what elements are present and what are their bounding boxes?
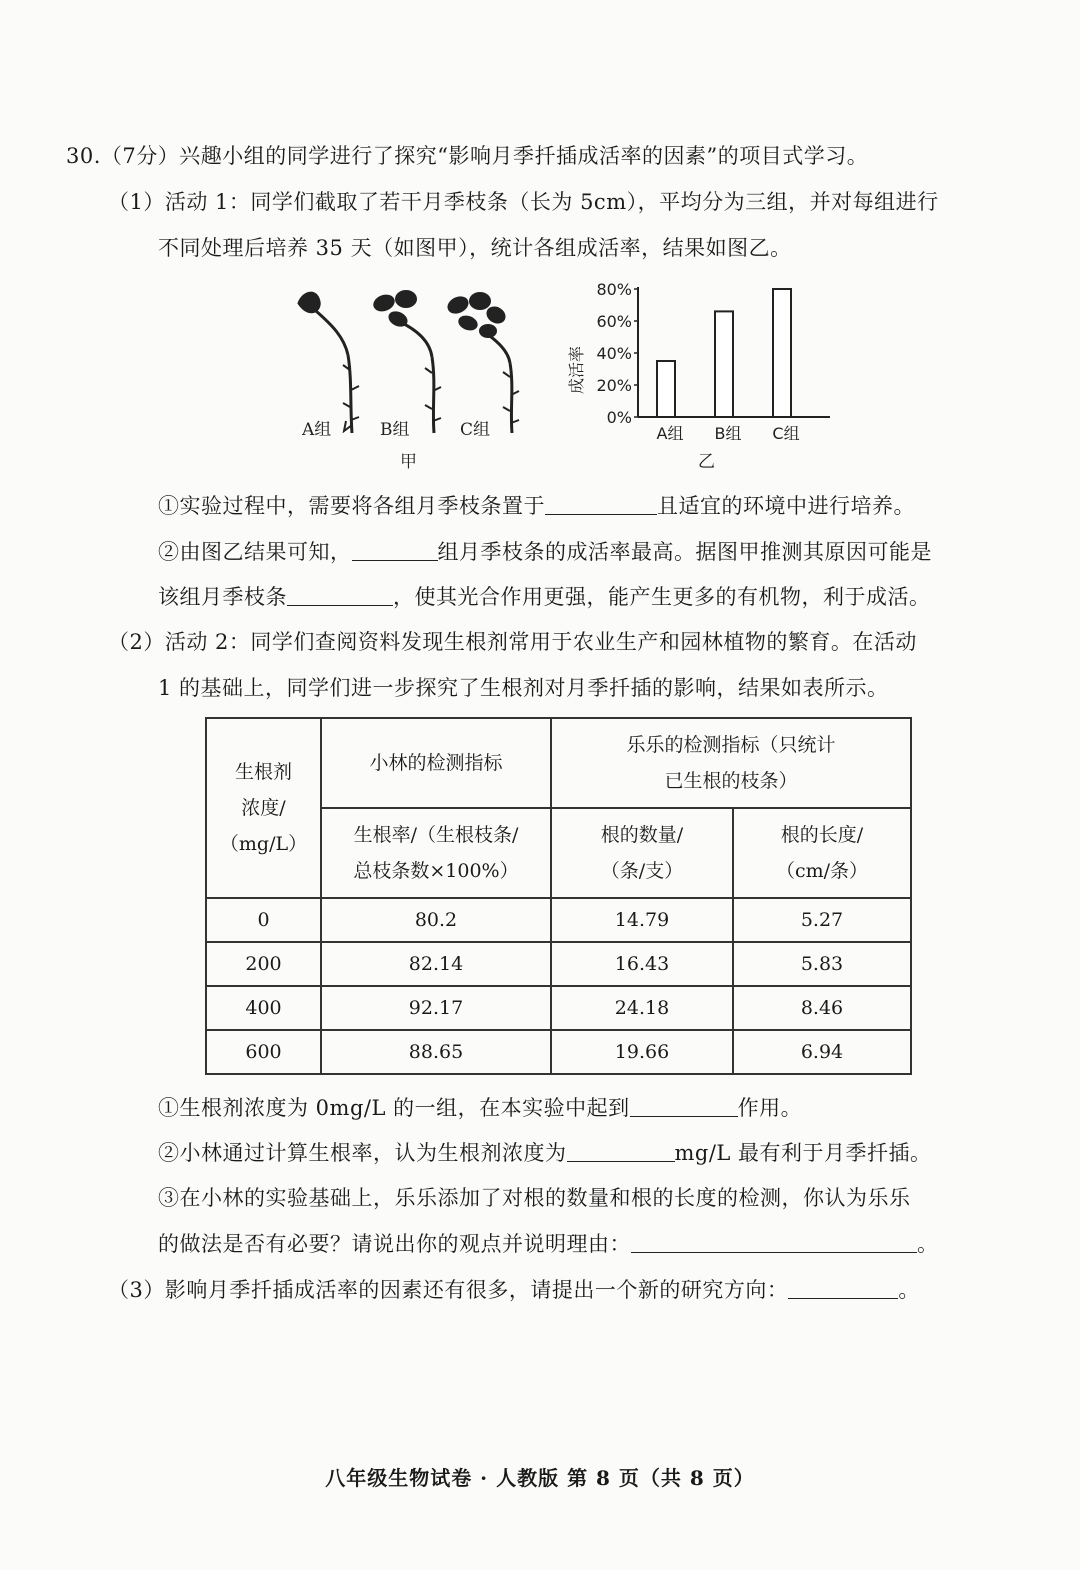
- header-lele: [551, 718, 911, 808]
- header-lele-l1: 乐乐的检测指标（只统计: [626, 733, 836, 756]
- group-label-a: A组: [302, 420, 332, 440]
- chart-xtick-label: C组: [772, 424, 800, 443]
- q1c-answer-blank[interactable]: [287, 585, 393, 606]
- subheader-length-l1: 根的长度/: [780, 823, 864, 846]
- q1c-post: ，使其光合作用更强，能产生更多的有机物，利于成活。: [393, 585, 931, 609]
- subheader-count-l2: （条/支）: [600, 860, 684, 882]
- q2a-pre: ①生根剂浓度为 0mg/L 的一组，在本实验中起到: [158, 1096, 630, 1120]
- q1b-post: 组月季枝条的成活率最高。据图甲推测其原因可能是: [437, 540, 932, 564]
- table-row: [206, 898, 911, 942]
- cutting-c-drawing: [445, 292, 519, 433]
- part3-answer-blank[interactable]: [788, 1278, 898, 1299]
- part2-line1: （2）活动 2：同学们查阅资料发现生根剂常用于农业生产和园林植物的繁育。在活动: [108, 630, 917, 654]
- cell-concentration: 200: [206, 942, 321, 986]
- results-table: [205, 717, 912, 1075]
- q2c-post: 。: [917, 1232, 939, 1256]
- table-row: [206, 986, 911, 1030]
- q2b: [158, 1137, 932, 1167]
- cell-count: 14.79: [551, 898, 733, 942]
- figure-jia-caption: 甲: [400, 452, 417, 472]
- group-label-c: C组: [460, 420, 491, 440]
- header-concentration: [206, 718, 321, 898]
- cell-rate: 80.2: [321, 898, 551, 942]
- part2-line2: 1 的基础上，同学们进一步探究了生根剂对月季扦插的影响，结果如表所示。: [158, 676, 889, 700]
- chart-yi: [560, 275, 850, 475]
- cell-length: 8.46: [733, 986, 911, 1030]
- chart-ytick-label: 20%: [596, 376, 632, 395]
- part3-pre: （3）影响月季扦插成活率的因素还有很多，请提出一个新的研究方向：: [108, 1278, 789, 1302]
- subheader-rate-l2: 总枝条数×100%）: [353, 860, 519, 882]
- chart-bar-3: [773, 289, 791, 417]
- q2c-answer-blank[interactable]: [631, 1232, 917, 1253]
- q1a-answer-blank[interactable]: [545, 494, 657, 515]
- cutting-b-drawing: [371, 290, 441, 433]
- q1c: [158, 581, 931, 611]
- subheader-length-l2: （cm/条）: [775, 860, 869, 882]
- subheader-rate: [321, 808, 551, 898]
- cell-count: 19.66: [551, 1030, 733, 1074]
- q1a-post: 且适宜的环境中进行培养。: [657, 494, 915, 518]
- q1a: [158, 490, 915, 520]
- subheader-length: [733, 808, 911, 898]
- q2c-line1: ③在小林的实验基础上，乐乐添加了对根的数量和根的长度的检测，你认为乐乐: [158, 1186, 911, 1210]
- q2b-post: mg/L 最有利于月季扦插。: [674, 1141, 932, 1165]
- group-label-b: B组: [380, 420, 410, 440]
- part3: [108, 1274, 920, 1304]
- subheader-count: [551, 808, 733, 898]
- cell-rate: 92.17: [321, 986, 551, 1030]
- q1c-pre: 该组月季枝条: [158, 585, 287, 609]
- chart-caption: 乙: [698, 452, 715, 472]
- q1a-pre: ①实验过程中，需要将各组月季枝条置于: [158, 494, 545, 518]
- chart-ytick-label: 0%: [606, 408, 632, 427]
- header-lele-l2: 已生根的枝条）: [664, 770, 798, 792]
- cell-rate: 82.14: [321, 942, 551, 986]
- chart-bar-1: [657, 361, 675, 417]
- chart-bar-2: [715, 311, 733, 417]
- chart-xtick-label: A组: [656, 424, 684, 443]
- q1b: [158, 536, 932, 566]
- chart-ytick-label: 80%: [596, 280, 632, 299]
- cell-concentration: 400: [206, 986, 321, 1030]
- q2c: [158, 1228, 939, 1258]
- cell-rate: 88.65: [321, 1030, 551, 1074]
- q2c-pre: 的做法是否有必要？请说出你的观点并说明理由：: [158, 1232, 631, 1256]
- figure-jia: [280, 285, 540, 475]
- question-header: 30.（7分）兴趣小组的同学进行了探究“影响月季扦插成活率的因素”的项目式学习。: [66, 144, 869, 168]
- chart-ytick-label: 40%: [596, 344, 632, 363]
- q2a: [158, 1092, 802, 1122]
- subheader-rate-l1: 生根率/（生根枝条/: [353, 823, 519, 846]
- header-concentration-l3: （mg/L）: [219, 833, 308, 856]
- header-concentration-l2: 浓度/: [241, 796, 286, 819]
- subheader-count-l1: 根的数量/: [600, 823, 684, 846]
- chart-xtick-label: B组: [714, 424, 742, 443]
- q1b-answer-blank[interactable]: [352, 540, 438, 561]
- cell-length: 6.94: [733, 1030, 911, 1074]
- q2a-post: 作用。: [737, 1096, 803, 1120]
- chart-ytick-label: 60%: [596, 312, 632, 331]
- part1-line1: （1）活动 1：同学们截取了若干月季枝条（长为 5cm），平均分为三组，并对每组进行: [108, 190, 939, 214]
- cell-count: 16.43: [551, 942, 733, 986]
- part1-line2: 不同处理后培养 35 天（如图甲），统计各组成活率，结果如图乙。: [158, 236, 792, 260]
- cutting-a-drawing: [295, 289, 359, 433]
- cell-length: 5.83: [733, 942, 911, 986]
- q1b-pre: ②由图乙结果可知，: [158, 540, 352, 564]
- q2b-pre: ②小林通过计算生根率，认为生根剂浓度为: [158, 1141, 567, 1165]
- q2b-answer-blank[interactable]: [567, 1141, 675, 1162]
- table-row: [206, 942, 911, 986]
- cell-concentration: 0: [206, 898, 321, 942]
- page-footer: 八年级生物试卷 · 人教版 第 8 页（共 8 页）: [325, 1466, 755, 1490]
- part3-post: 。: [898, 1278, 920, 1302]
- header-concentration-l1: 生根剂: [234, 760, 292, 783]
- cell-concentration: 600: [206, 1030, 321, 1074]
- q2a-answer-blank[interactable]: [630, 1096, 738, 1117]
- header-xiaolin: 小林的检测指标: [321, 718, 551, 808]
- table-row: [206, 1030, 911, 1074]
- cell-length: 5.27: [733, 898, 911, 942]
- cell-count: 24.18: [551, 986, 733, 1030]
- chart-ylabel: 成活率: [567, 345, 586, 395]
